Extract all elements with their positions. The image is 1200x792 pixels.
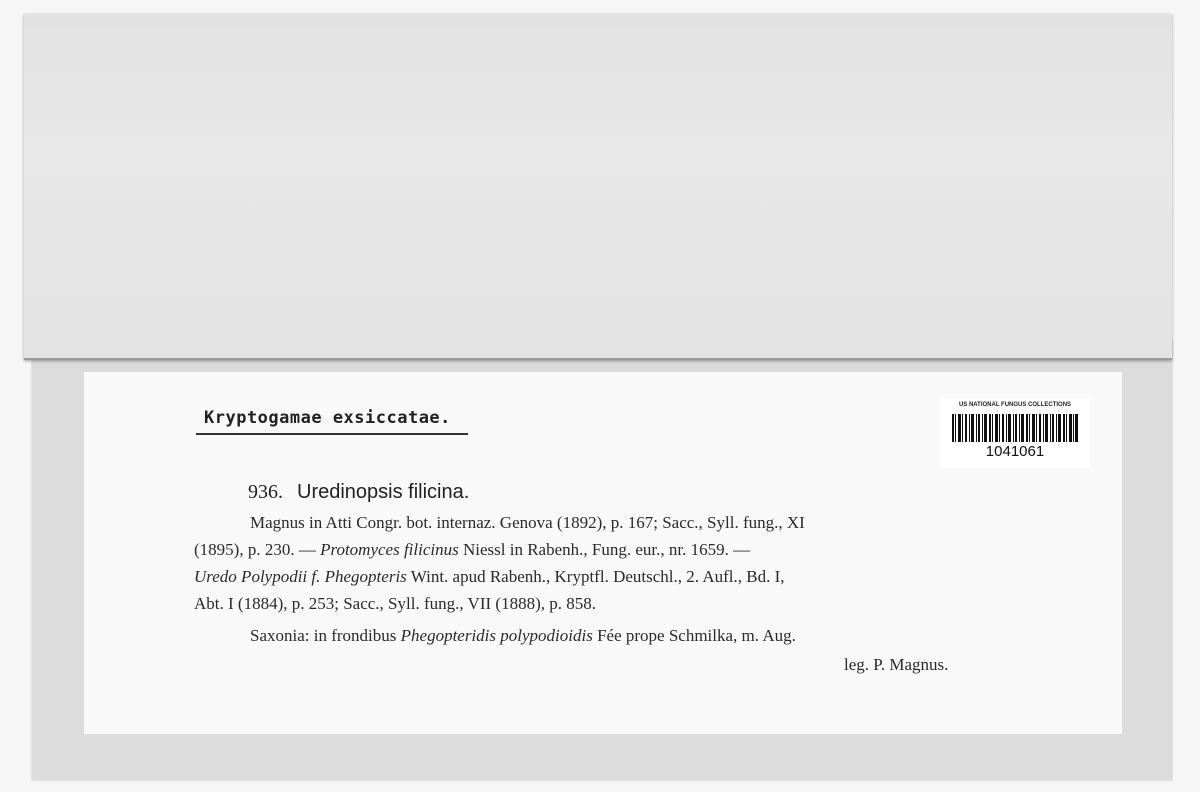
- citation-line-1: Magnus in Atti Congr. bot. internaz. Genova (1892), p. 167; Sacc., Syll. fung., XI: [250, 513, 805, 532]
- series-underline: [196, 433, 468, 435]
- barcode-caption: US NATIONAL FUNGUS COLLECTIONS: [958, 402, 1072, 408]
- locality-text: Fée prope Schmilka, m. Aug.: [592, 626, 796, 645]
- host-name: Phegopteridis polypodioidis: [400, 626, 593, 645]
- envelope-flap: [24, 14, 1172, 360]
- locality-text: Saxonia: in frondibus: [250, 626, 401, 645]
- barcode-number: 1041061: [985, 443, 1045, 460]
- citation-line-4: Abt. I (1884), p. 253; Sacc., Syll. fung., VII (1888), p. 858.: [194, 594, 596, 613]
- series-title: Kryptogamae exsiccatae.: [204, 408, 451, 428]
- citation-text: Niessl in Rabenh., Fung. eur., nr. 1659. —: [458, 540, 751, 559]
- citation-line-2: [194, 540, 750, 560]
- collector-line: leg. P. Magnus.: [844, 655, 949, 674]
- barcode-icon: [952, 414, 1078, 442]
- citation-text: (1895), p. 230. —: [194, 540, 321, 559]
- specimen-number: 936.: [248, 481, 283, 503]
- specimen-name: Uredinopsis filicina.: [297, 481, 470, 503]
- specimen-heading: [248, 481, 469, 504]
- barcode-label: [940, 398, 1090, 468]
- locality-line: [250, 626, 796, 646]
- citation-line-3: [194, 567, 784, 587]
- synonym-name: Protomyces filicinus: [320, 540, 459, 559]
- citation-text: Wint. apud Rabenh., Kryptfl. Deutschl., 2. Aufl., Bd. I,: [406, 567, 785, 586]
- synonym-name: Uredo Polypodii f. Phegopteris: [194, 567, 407, 586]
